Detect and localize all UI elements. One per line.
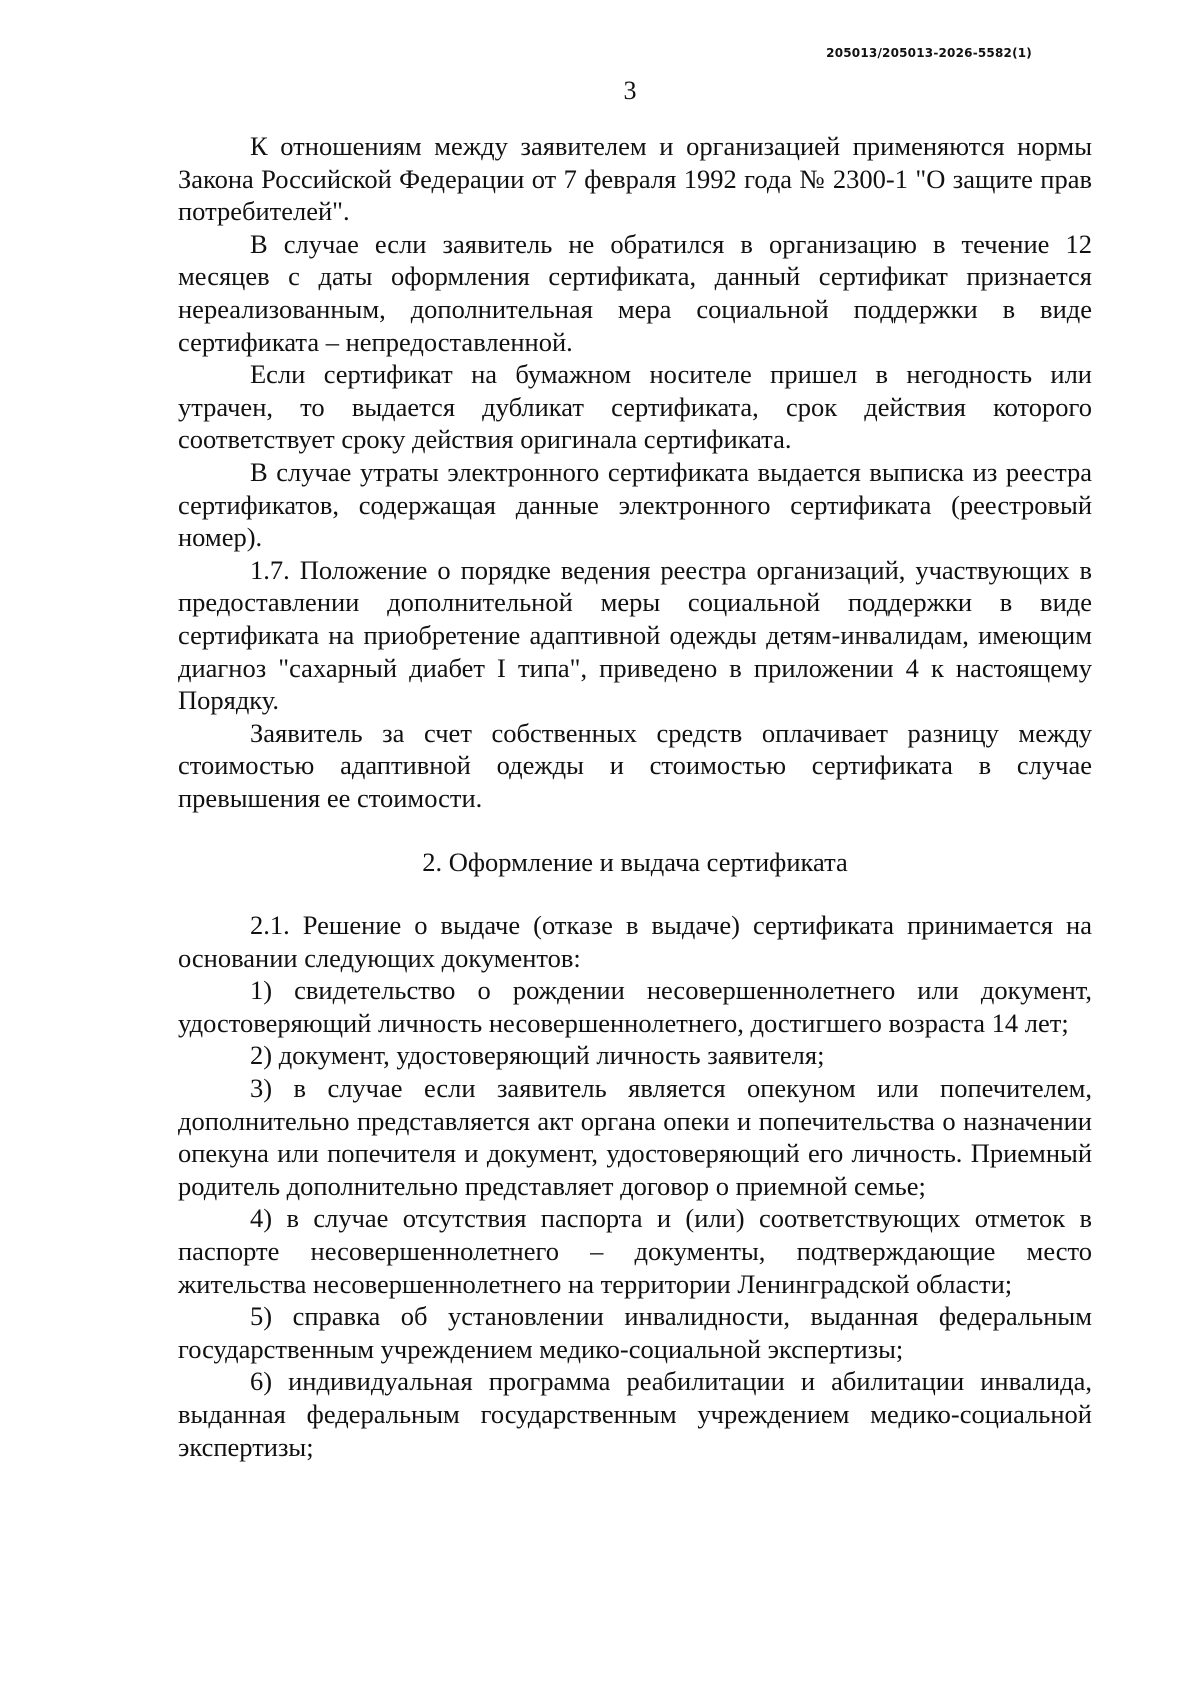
section-heading: 2. Оформление и выдача сертификата — [422, 847, 848, 878]
paragraph-consumer-law: К отношениям между заявителем и организацией применяются нормы Закона Российской Федерации от 7 февраля 1992 года № 2300-1 "О защите прав потребителей". — [178, 131, 1092, 227]
list-item-2: 2) документ, удостоверяющий личность заявителя; — [250, 1040, 825, 1071]
paragraph-clause-1-7: 1.7. Положение о порядке ведения реестра организаций, участвующих в предоставлении дополнительной меры социальной поддержки в виде сертификата на приобретение адаптивной одежды детям-инвалидам, имеющим диагноз "сахарный диабет I типа", приведено в приложении 4 к настоящему Порядку. — [178, 554, 1092, 716]
list-item-4: 4) в случае отсутствия паспорта и (или) соответствующих отметок в паспорте несовершеннолетнего – документы, подтверждающие место жительства несовершеннолетнего на территории Ленинградской области; — [178, 1203, 1092, 1299]
page-number: 3 — [623, 76, 637, 105]
list-item-6: 6) индивидуальная программа реабилитации и абилитации инвалида, выданная федеральным государственным учреждением медико-социальной экспертизы; — [178, 1366, 1092, 1462]
paragraph-clause-2-1: 2.1. Решение о выдаче (отказе в выдаче) сертификата принимается на основании следующих документов: — [178, 910, 1092, 973]
list-item-5: 5) справка об установлении инвалидности, выданная федеральным государственным учреждением медико-социальной экспертизы; — [178, 1301, 1092, 1364]
list-item-1: 1) свидетельство о рождении несовершеннолетнего или документ, удостоверяющий личность несовершеннолетнего, достигшего возраста 14 лет; — [178, 975, 1092, 1038]
paragraph-unrealized-certificate: В случае если заявитель не обратился в организацию в течение 12 месяцев с даты оформления сертификата, данный сертификат признается нереализованным, дополнительная мера социальной поддержки в виде сертификата – непредоставленной. — [178, 228, 1092, 357]
paragraph-duplicate-certificate: Если сертификат на бумажном носителе пришел в негодность или утрачен, то выдается дубликат сертификата, срок действия которого соответствует сроку действия оригинала сертификата. — [178, 359, 1092, 455]
paragraph-price-difference: Заявитель за счет собственных средств оплачивает разницу между стоимостью адаптивной одежды и стоимостью сертификата в случае превышения ее стоимости. — [178, 717, 1092, 813]
document-body — [178, 130, 1092, 1463]
document-registration-number: 205013/205013-2026-5582(1) — [826, 46, 1032, 60]
paragraph-electronic-certificate-loss: В случае утраты электронного сертификата выдается выписка из реестра сертификатов, содержащая данные электронного сертификата (реестровый номер). — [178, 456, 1092, 553]
list-item-3: 3) в случае если заявитель является опекуном или попечителем, дополнительно представляется акт органа опеки и попечительства о назначении опекуна или попечителя и документ, удостоверяющий его личность. Приемный родитель дополнительно представляет договор о приемной семье; — [178, 1073, 1092, 1201]
